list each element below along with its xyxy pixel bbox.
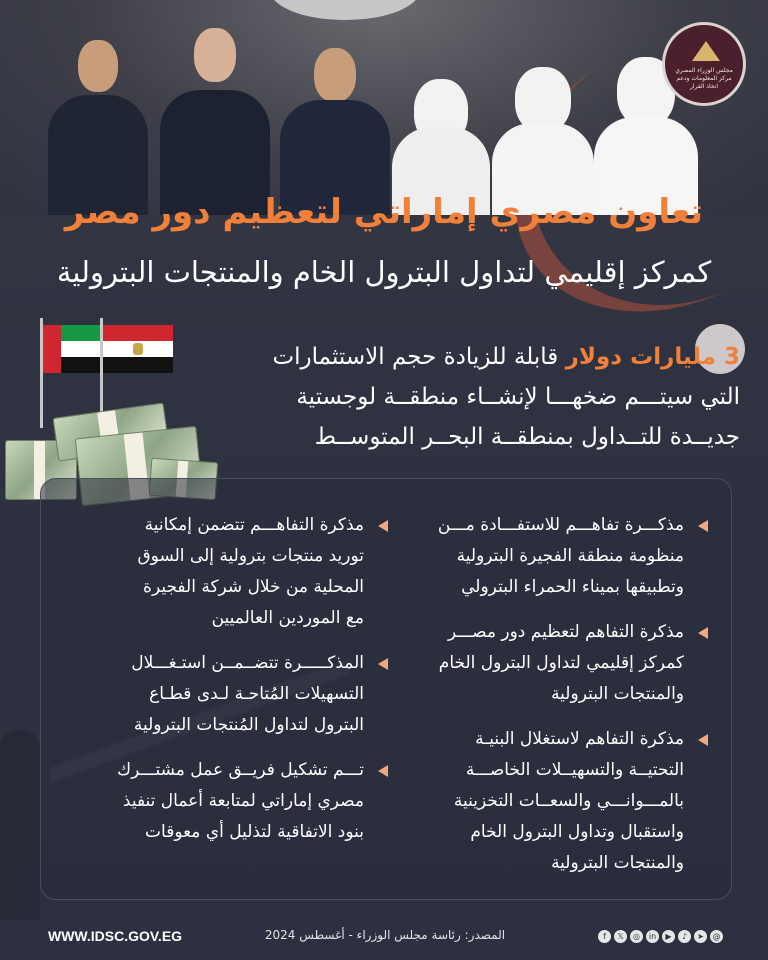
item-line: تـــم تشكيل فريــق عمل مشتـــرك: [117, 760, 364, 780]
item-line: مذكرة التفاهم لاستغلال البنيـة: [475, 729, 684, 749]
item-line: التحتيــة والتسهيــلات الخاصـــة: [465, 760, 684, 780]
telegram-icon[interactable]: ➤: [694, 930, 707, 943]
officials-photo: [0, 0, 768, 215]
investment-line-2: التي سيتـــم ضخهـــا لإنشــاء منطقــة لوجستية: [296, 384, 740, 410]
bullet-icon: [698, 520, 708, 532]
facebook-icon[interactable]: f: [598, 930, 611, 943]
item-line: المحلية من خلال شركة الفجيرة: [143, 577, 364, 597]
item-line: التسهيلات المُتاحـة لـدى قطـاع: [149, 684, 364, 704]
item-line: توريد منتجات بترولية إلى السوق: [137, 546, 364, 566]
item-line: مذكـــرة تفاهـــم للاستفـــادة مـــن: [437, 515, 684, 535]
left-column: [60, 510, 390, 862]
item-line: واستقبال وتداول البترول الخام: [470, 822, 684, 842]
item-line: بالمـــوانـــي والسعــات التخزينية: [453, 791, 684, 811]
item-line: كمركز إقليمي لتداول البترول الخام: [438, 653, 684, 673]
item-line: البترول لتداول المُنتجات البترولية: [133, 715, 364, 735]
item-line: والمنتجات البترولية: [551, 853, 684, 873]
tiktok-icon[interactable]: ♪: [678, 930, 691, 943]
source-text: المصدر: رئاسة مجلس الوزراء - أغسطس 2024: [264, 928, 506, 942]
investment-amount: 3 مليارات دولار: [565, 344, 740, 370]
instagram-icon[interactable]: ◎: [630, 930, 643, 943]
egypt-flag: [103, 325, 173, 373]
pyramid-icon: [692, 41, 720, 61]
item-line: مذكرة التفاهم لتعظيم دور مصـــر: [447, 622, 684, 642]
person-3: [280, 40, 390, 215]
agreement-item: [60, 755, 390, 848]
right-column: [400, 510, 710, 893]
agreement-item: [60, 648, 390, 741]
idsc-logo: [662, 22, 746, 106]
logo-text-line1: مجلس الوزراء المصري: [675, 67, 733, 74]
website-link[interactable]: WWW.IDSC.GOV.EG: [48, 928, 183, 944]
item-line: بنود الاتفاقية لتذليل أي معوقات: [145, 822, 364, 842]
linkedin-icon[interactable]: in: [646, 930, 659, 943]
logo-text-line2: مركز المعلومات ودعم اتخاذ القرار: [676, 75, 732, 90]
agreement-item: [400, 724, 710, 879]
bullet-icon: [378, 520, 388, 532]
social-icons: [598, 930, 723, 943]
investment-line-3: جديــدة للتــداول بمنطقــة البحــر المتوســط: [314, 424, 740, 450]
item-line: مذكرة التفاهـــم تتضمن إمكانية: [144, 515, 364, 535]
item-line: وتطبيقها بميناء الحمراء البترولي: [461, 577, 684, 597]
item-line: المذكـــــرة تتضــمــن استـغـــلال: [131, 653, 364, 673]
main-title: تعاون مصري إماراتي لتعظيم دور مصر: [64, 192, 704, 232]
investment-line1-rest: قابلة للزيادة حجم الاستثمارات: [272, 344, 566, 370]
investment-line-1: [240, 338, 740, 376]
footer: [0, 918, 768, 960]
bullet-icon: [698, 627, 708, 639]
item-line: مع الموردين العالميين: [211, 608, 364, 628]
agreement-item: [400, 617, 710, 710]
bullet-icon: [378, 658, 388, 670]
person-1: [48, 30, 148, 215]
threads-icon[interactable]: @: [710, 930, 723, 943]
bullet-icon: [698, 734, 708, 746]
youtube-icon[interactable]: ▶: [662, 930, 675, 943]
item-line: منظومة منطقة الفجيرة البترولية: [456, 546, 684, 566]
seal-decoration: [270, 0, 420, 20]
bullet-icon: [378, 765, 388, 777]
sub-title: كمركز إقليمي لتداول البترول الخام والمنتجات البترولية: [56, 255, 712, 289]
item-line: والمنتجات البترولية: [551, 684, 684, 704]
worker-silhouette: [0, 730, 40, 920]
person-2: [160, 20, 270, 215]
item-line: مصري إماراتي لمتابعة أعمال تنفيذ: [122, 791, 364, 811]
agreement-item: [60, 510, 390, 634]
agreement-item: [400, 510, 710, 603]
x-icon[interactable]: 𝕏: [614, 930, 627, 943]
